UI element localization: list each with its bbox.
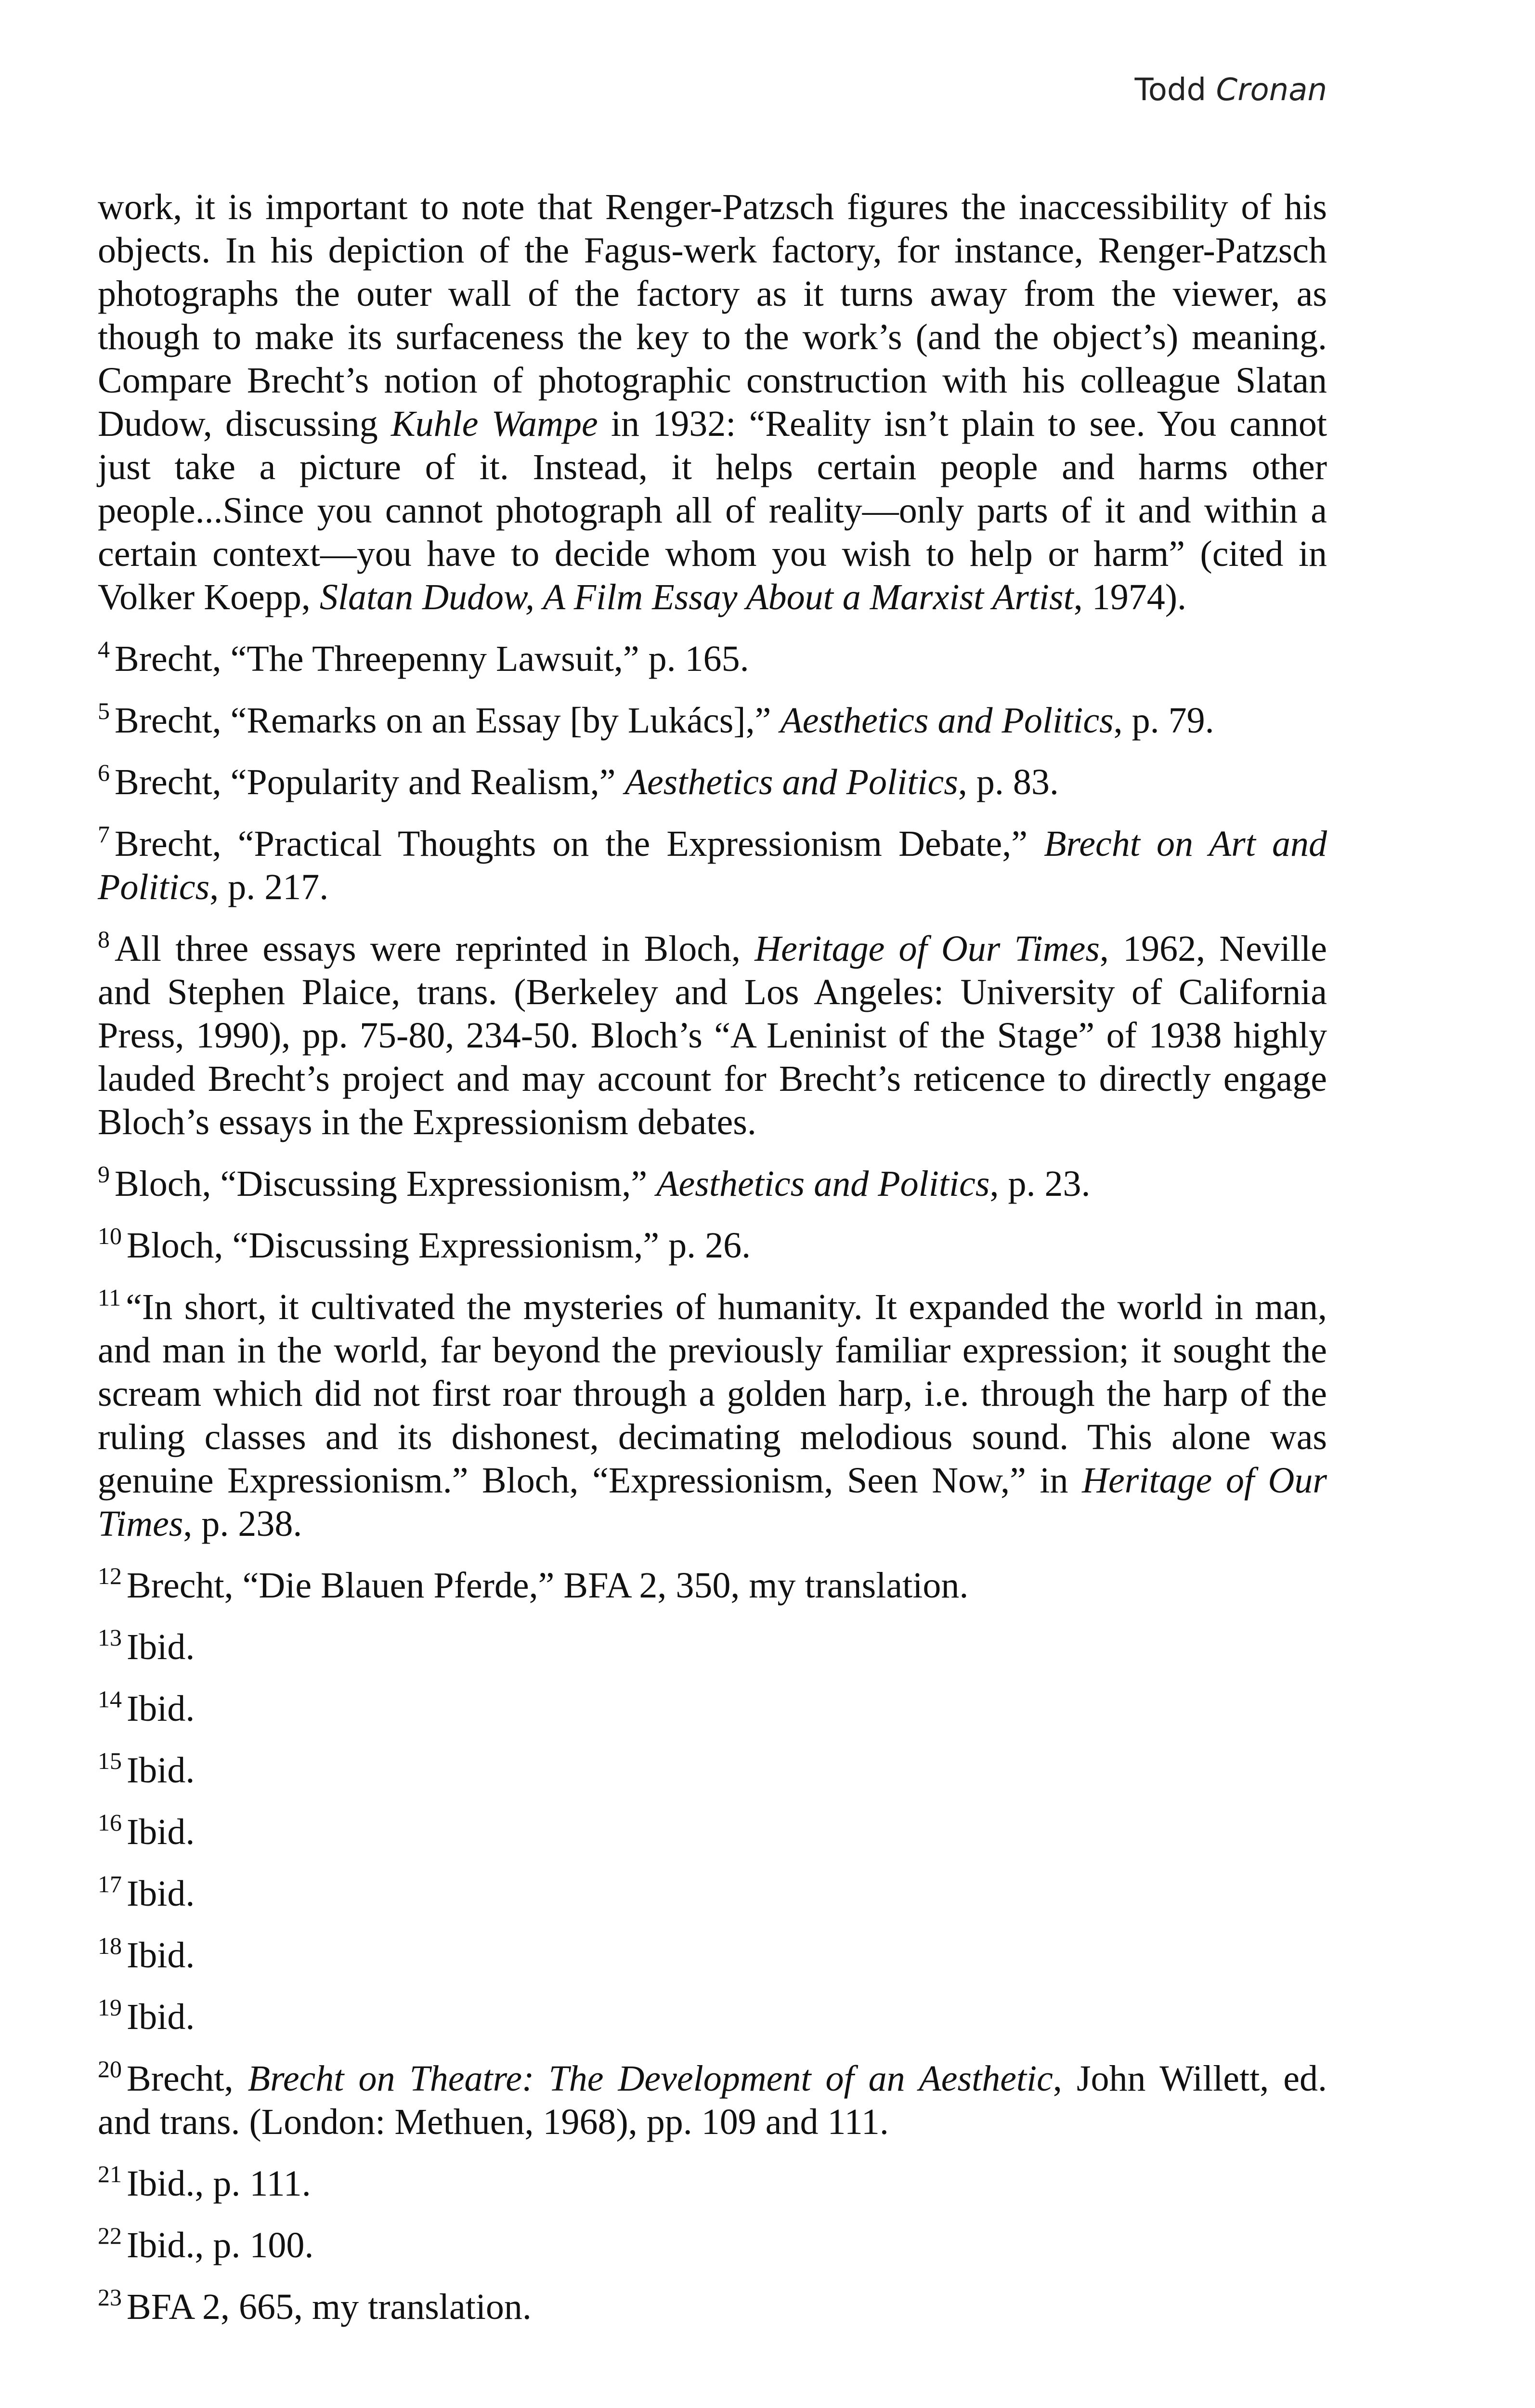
- note-number: 12: [98, 1562, 122, 1589]
- note-10: [98, 1224, 1327, 1267]
- note-19: [98, 1995, 1327, 2039]
- note-6: [98, 760, 1327, 804]
- note-text: Ibid.: [127, 1997, 195, 2037]
- note-number: 22: [98, 2222, 122, 2249]
- note-text: Ibid., p. 111.: [127, 2163, 311, 2204]
- note-text-after: , p. 23.: [989, 1164, 1091, 1204]
- note-7: [98, 822, 1327, 909]
- lead-text-3: , 1974).: [1073, 577, 1187, 617]
- note-13: [98, 1625, 1327, 1669]
- note-15: [98, 1749, 1327, 1792]
- note-number: 19: [98, 1994, 122, 2021]
- note-number: 16: [98, 1809, 122, 1836]
- note-8: [98, 927, 1327, 1144]
- note-23: [98, 2285, 1327, 2329]
- note-number: 7: [98, 821, 110, 848]
- note-number: 21: [98, 2160, 122, 2187]
- note-16: [98, 1810, 1327, 1854]
- note-text-after: , p. 83.: [958, 762, 1059, 802]
- note-number: 14: [98, 1686, 122, 1713]
- note-text-after: , p. 79.: [1113, 700, 1214, 741]
- note-text: Ibid., p. 100.: [127, 2225, 314, 2265]
- note-17: [98, 1872, 1327, 1915]
- note-text: Ibid.: [127, 1812, 195, 1852]
- note-number: 4: [98, 636, 110, 663]
- note-5: [98, 699, 1327, 742]
- note-number: 6: [98, 759, 110, 786]
- endnotes: [98, 185, 1327, 2347]
- note-14: [98, 1687, 1327, 1730]
- note-italic: Brecht on Art and Politics: [98, 824, 1327, 907]
- note-italic: Aesthetics and Politics: [780, 700, 1114, 741]
- note-number: 18: [98, 1932, 122, 1959]
- running-head-last: Cronan: [1216, 72, 1327, 108]
- lead-italic-2: Slatan Dudow, A Film Essay About a Marxist Artist: [319, 577, 1074, 617]
- note-text: Brecht, “Die Blauen Pferde,” BFA 2, 350, my translation.: [127, 1565, 969, 1606]
- note-italic: Aesthetics and Politics: [624, 762, 958, 802]
- note-21: [98, 2162, 1327, 2205]
- note-text: Brecht, “Practical Thoughts on the Expressionism Debate,”: [115, 824, 1044, 864]
- lead-text-1: work, it is important to note that Renger-Patzsch figures the inaccessibility of his objects. In his depiction of the Fagus-werk factory, for instance, Renger-Patzsch photographs the outer wall of the factory as it turns away from the viewer, as though to make its surfaceness the key to the work’s (and the object’s) meaning. Compare Brecht’s notion of photographic construction with his colleague Slatan Dudow, discussing: [98, 187, 1327, 444]
- note-20: [98, 2057, 1327, 2144]
- note-18: [98, 1934, 1327, 1977]
- note-text-after: , p. 217.: [209, 867, 329, 907]
- note-text: Bloch, “Discussing Expressionism,”: [115, 1164, 657, 1204]
- note-text: Ibid.: [127, 1750, 195, 1791]
- note-11: [98, 1285, 1327, 1545]
- note-text: Brecht, “Popularity and Realism,”: [115, 762, 625, 802]
- note-number: 11: [98, 1284, 121, 1311]
- running-head: [1135, 72, 1327, 108]
- note-text: BFA 2, 665, my translation.: [127, 2287, 532, 2327]
- note-text-after: , 1962, Neville and Stephen Plaice, trans. (Berkeley and Los Angeles: University of California Press, 1990), pp. 75-80, 234-50. Bloch’s “A Leninist of the Stage” of 1938 highly lauded Brecht’s project and may account for Brecht’s reticence to directly engage Bloch’s essays in the Expressionism debates.: [98, 929, 1327, 1142]
- note-text: Brecht,: [127, 2058, 248, 2099]
- note-number: 20: [98, 2055, 122, 2082]
- lead-text-2: in 1932: “Reality isn’t plain to see. You cannot just take a picture of it. Instead, it helps certain people and harms other people...Since you cannot photograph all of reality—only parts of it and within a certain context—you have to decide whom you wish to help or harm” (cited in Volker Koepp,: [98, 404, 1327, 617]
- note-9: [98, 1162, 1327, 1205]
- note-number: 5: [98, 697, 110, 724]
- note-text: Ibid.: [127, 1873, 195, 1914]
- lead-italic-1: Kuhle Wampe: [390, 404, 598, 444]
- running-head-first: Todd: [1134, 72, 1207, 108]
- note-text: Brecht, “Remarks on an Essay [by Lukács],”: [115, 700, 781, 741]
- note-text: Ibid.: [127, 1688, 195, 1729]
- note-italic: Aesthetics and Politics: [656, 1164, 990, 1204]
- note-number: 15: [98, 1747, 122, 1774]
- note-text-after: , p. 238.: [183, 1504, 302, 1544]
- note-number: 23: [98, 2284, 122, 2311]
- note-number: 17: [98, 1871, 122, 1898]
- note-12: [98, 1564, 1327, 1607]
- note-text: “In short, it cultivated the mysteries of humanity. It expanded the world in man, and man in the world, far beyond the previously familiar expression; it sought the scream which did not first roar through a golden harp, i.e. through the harp of the ruling classes and its dishonest, decimating melodious sound. This alone was genuine Expressionism.” Bloch, “Expressionism, Seen Now,” in: [98, 1287, 1327, 1501]
- note-text: Bloch, “Discussing Expressionism,” p. 26.: [127, 1225, 751, 1266]
- note-italic: Heritage of Our Times: [754, 929, 1100, 969]
- note-text: Ibid.: [127, 1935, 195, 1976]
- note-number: 10: [98, 1222, 122, 1249]
- note-text-after: , John Willett, ed. and trans. (London: Methuen, 1968), pp. 109 and 111.: [98, 2058, 1327, 2142]
- note-text: Brecht, “The Threepenny Lawsuit,” p. 165.: [115, 639, 749, 679]
- note-number: 9: [98, 1161, 110, 1188]
- continued-note-paragraph: [98, 185, 1327, 619]
- note-number: 8: [98, 926, 110, 953]
- note-4: [98, 637, 1327, 681]
- note-22: [98, 2224, 1327, 2267]
- note-text: Ibid.: [127, 1627, 195, 1667]
- note-text: All three essays were reprinted in Bloch,: [115, 929, 755, 969]
- note-italic: Heritage of Our Times: [98, 1460, 1327, 1544]
- note-italic: Brecht on Theatre: The Development of an Aesthetic: [247, 2058, 1053, 2099]
- note-number: 13: [98, 1624, 122, 1651]
